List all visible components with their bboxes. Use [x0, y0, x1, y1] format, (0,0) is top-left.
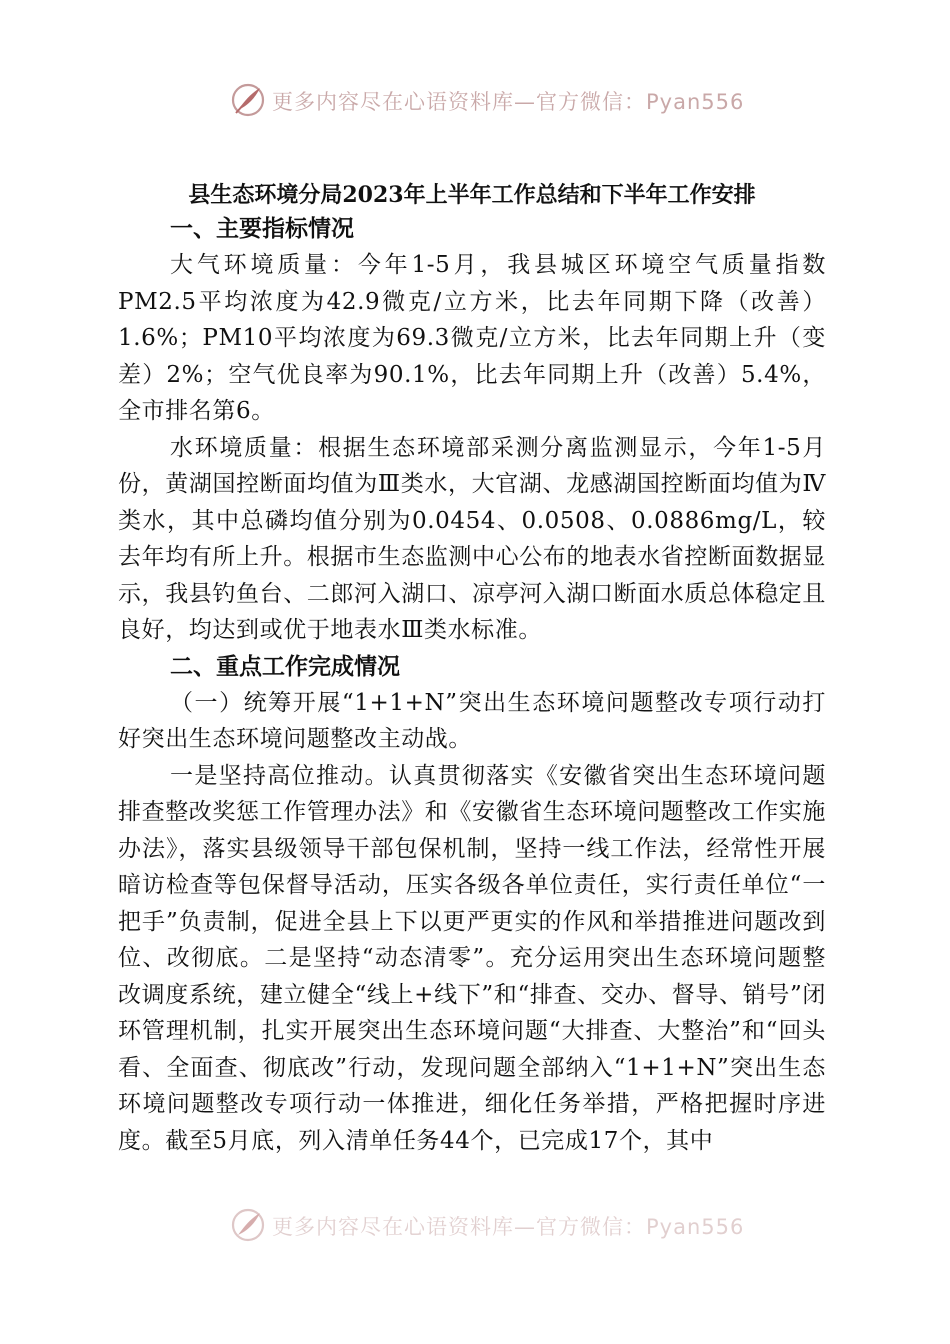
- paragraph-air-quality: 大气环境质量：今年1-5月，我县城区环境空气质量指数PM2.5平均浓度为42.9微克/立方米，比去年同期下降（改善）1.6%；PM10平均浓度为69.3微克/立方米，比去年同期上升（变差）2%；空气优良率为90.1%，比去年同期上升（改善）5.4%，全市排名第6。: [118, 252, 826, 424]
- document-body: [118, 178, 826, 1159]
- paragraph-subsection-1: （一）统筹开展“1+1+N”突出生态环境问题整改专项行动打好突出生态环境问题整改主动战。: [118, 689, 826, 752]
- feather-quill-logo-icon: [230, 1207, 266, 1243]
- watermark-header: [0, 80, 950, 120]
- paragraph-water-quality: 水环境质量：根据生态环境部采测分离监测显示，今年1-5月份，黄湖国控断面均值为Ⅲ类水，大官湖、龙感湖国控断面均值为Ⅳ类水，其中总磷均值分别为0.0454、0.0508、0.0886mg/L，较去年均有所上升。根据市生态监测中心公布的地表水省控断面数据显示，我县钓鱼台、二郎河入湖口、凉亭河入湖口断面水质总体稳定且良好，均达到或优于地表水Ⅲ类水标准。: [118, 434, 826, 643]
- document-title: 县生态环境分局2023年上半年工作总结和下半年工作安排: [188, 182, 756, 208]
- section-heading-1: 一、主要指标情况: [170, 215, 354, 242]
- watermark-footer: [0, 1205, 950, 1245]
- paragraph-body: 一是坚持高位推动。认真贯彻落实《安徽省突出生态环境问题排查整改奖惩工作管理办法》和《安徽省生态环境问题整改工作实施办法》，落实县级领导干部包保机制，坚持一线工作法，经常性开展暗访检查等包保督导活动，压实各级各单位责任，实行责任单位“一把手”负责制，促进全县上下以更严更实的作风和举措推进问题改到位、改彻底。二是坚持“动态清零”。充分运用突出生态环境问题整改调度系统，建立健全“线上+线下”和“排查、交办、督导、销号”闭环管理机制，扎实开展突出生态环境问题“大排查、大整治”和“回头看、全面查、彻底改”行动，发现问题全部纳入“1+1+N”突出生态环境问题整改专项行动一体推进，细化任务举措，严格把握时序进度。截至5月底，列入清单任务44个，已完成17个，其中: [118, 762, 826, 1154]
- watermark-text: 更多内容尽在心语资料库—官方微信：Pyan556: [272, 1215, 745, 1239]
- feather-quill-logo-icon: [230, 82, 266, 118]
- section-heading-2: 二、重点工作完成情况: [170, 652, 400, 680]
- watermark-text: 更多内容尽在心语资料库—官方微信：Pyan556: [272, 90, 745, 114]
